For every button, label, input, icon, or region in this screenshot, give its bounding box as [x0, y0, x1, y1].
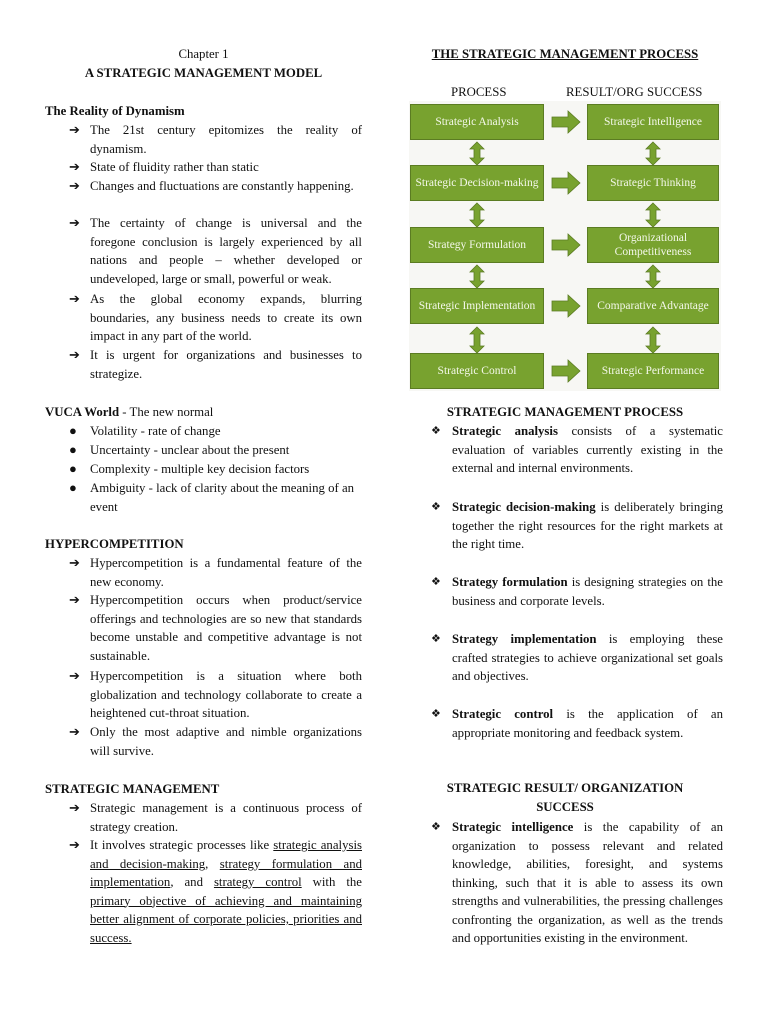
green-arrow-icon — [470, 203, 484, 227]
sm-item — [90, 836, 362, 947]
vuca-heading — [45, 403, 362, 422]
process-column-label: PROCESS — [451, 85, 507, 99]
green-arrow-icon — [470, 265, 484, 288]
hypercompetition-heading: HYPERCOMPETITION — [45, 537, 184, 551]
chapter-label: Chapter 1 — [178, 47, 229, 61]
dynamism-item: The 21st century epitomizes the reality of dynamism. — [90, 123, 362, 156]
smp-text: consists of a systematic evaluation of variables currently existing in the external and internal environments. — [452, 424, 723, 475]
hyper-item: Hypercompetition occurs when product/service offerings and technologies are so new that standards become unstable and competitive advantage is not sustainable. — [90, 593, 362, 663]
right-arrow-icon: ➔ — [69, 347, 80, 362]
diagram-process-box: Strategic Implementation — [410, 288, 544, 324]
sm-text: , — [205, 856, 220, 871]
diagram-process-box: Strategic Analysis — [410, 104, 544, 140]
diagram-result-box: Organizational Competitiveness — [587, 227, 719, 263]
diagram-arrows — [409, 101, 721, 391]
vuca-heading-bold: VUCA World — [45, 405, 120, 419]
dot-icon: ● — [69, 461, 77, 476]
right-arrow-icon: ➔ — [69, 800, 80, 815]
right-arrow-icon: ➔ — [69, 215, 80, 230]
smp-item — [452, 705, 723, 742]
vuca-item: Uncertainty - unclear about the present — [90, 443, 290, 457]
sm-underlined: primary objective of achieving and maintaining better alignment of corporate policies, priorities and success. — [90, 893, 362, 945]
diagram-result-box: Comparative Advantage — [587, 288, 719, 324]
right-arrow-icon: ➔ — [69, 724, 80, 739]
smp-text: is designing strategies on the business and corporate levels. — [452, 575, 723, 608]
dot-icon: ● — [69, 423, 77, 438]
right-arrow-icon: ➔ — [69, 122, 80, 137]
smp-item — [452, 422, 723, 478]
vuca-heading-rest: - The new normal — [119, 405, 214, 419]
diagram-process-box: Strategic Decision-making — [410, 165, 544, 201]
hyper-item: Only the most adaptive and nimble organizations will survive. — [90, 725, 362, 758]
hyper-item: Hypercompetition is a situation where both globalization and technology collaborate to create a heightened cut-throat situation. — [90, 669, 362, 720]
smp-text: is the application of an appropriate monitoring and feedback system. — [452, 707, 724, 740]
dot-icon: ● — [69, 480, 77, 495]
smp-term: Strategic control — [452, 707, 554, 721]
sm-text: It involves strategic processes like — [90, 838, 274, 852]
dynamism-item: Changes and fluctuations are constantly happening. — [90, 179, 354, 193]
diamond-icon: ❖ — [431, 425, 441, 437]
dynamism-item: State of fluidity rather than static — [90, 160, 259, 174]
sm-underlined: strategic analysis and decision-making — [90, 838, 362, 871]
dot-icon: ● — [69, 442, 77, 457]
sm-text: with the — [301, 875, 362, 889]
green-arrow-icon — [552, 360, 580, 382]
result-item — [452, 818, 723, 948]
result-heading-line2: SUCCESS — [536, 800, 594, 814]
diagram-result-box: Strategic Thinking — [587, 165, 719, 201]
strategic-management-heading: STRATEGIC MANAGEMENT — [45, 782, 220, 796]
result-heading-line1: STRATEGIC RESULT/ ORGANIZATION — [446, 781, 684, 795]
green-arrow-icon — [646, 203, 660, 227]
diamond-icon: ❖ — [431, 576, 441, 588]
green-arrow-icon — [646, 327, 660, 353]
smp-term: Strategy implementation — [452, 632, 597, 646]
sm-item: Strategic management is a continuous process of strategy creation. — [90, 801, 362, 834]
page-title: A STRATEGIC MANAGEMENT MODEL — [84, 66, 323, 80]
dynamism-item: It is urgent for organizations and businesses to strategize. — [90, 348, 362, 381]
green-arrow-icon — [552, 295, 580, 317]
smp-item — [452, 498, 723, 554]
smp-term: Strategy formulation — [452, 575, 568, 589]
smp-text: is employing these crafted strategies to achieve organizational set goals and objectives. — [452, 632, 723, 683]
smp-term: Strategic analysis — [452, 424, 558, 438]
right-arrow-icon: ➔ — [69, 668, 80, 683]
diamond-icon: ❖ — [431, 708, 441, 720]
green-arrow-icon — [470, 142, 484, 165]
vuca-item: Volatility - rate of change — [90, 424, 221, 438]
right-arrow-icon: ➔ — [69, 291, 80, 306]
vuca-item: Ambiguity - lack of clarity about the meaning of an event — [90, 481, 355, 514]
green-arrow-icon — [470, 327, 484, 353]
right-arrow-icon: ➔ — [69, 555, 80, 570]
smp-text: is deliberately bringing together the right resources for the right markets at the right time. — [452, 500, 723, 551]
smp-item — [452, 630, 723, 686]
diagram-process-box: Strategic Control — [410, 353, 544, 389]
right-arrow-icon: ➔ — [69, 178, 80, 193]
right-arrow-icon: ➔ — [69, 159, 80, 174]
diagram-process-box: Strategy Formulation — [410, 227, 544, 263]
dynamism-item: As the global economy expands, blurring boundaries, any business needs to create its own impact in any part of the world. — [90, 292, 362, 343]
green-arrow-icon — [552, 172, 580, 194]
dynamism-item: The certainty of change is universal and the foregone conclusion is largely experienced by all nations and people – whether developed or undeveloped, large or small, powerful or weak. — [90, 216, 362, 286]
result-column-label: RESULT/ORG SUCCESS — [566, 85, 703, 99]
vuca-item: Complexity - multiple key decision factors — [90, 462, 310, 476]
diamond-icon: ❖ — [431, 821, 441, 833]
green-arrow-icon — [552, 111, 580, 133]
right-arrow-icon: ➔ — [69, 837, 80, 852]
smp-heading: STRATEGIC MANAGEMENT PROCESS — [446, 405, 684, 419]
smp-term: Strategic decision-making — [452, 500, 596, 514]
sm-underlined: strategy formulation and implementation — [90, 856, 362, 889]
right-arrow-icon: ➔ — [69, 592, 80, 607]
diamond-icon: ❖ — [431, 633, 441, 645]
sm-underlined: strategy control — [213, 875, 302, 889]
dynamism-heading: The Reality of Dynamism — [45, 104, 185, 118]
diamond-icon: ❖ — [431, 501, 441, 513]
green-arrow-icon — [646, 142, 660, 165]
result-text: is the capability of an organization to possess relevant and related knowledge, abilities, foresight, and systems thinking, such that it is able to assess its own strengths and vulnerabilities, the pressing challenges confronting the organization, as well as the trends and opportunities existing in the environment. — [452, 820, 723, 945]
green-arrow-icon — [646, 265, 660, 288]
result-term: Strategic intelligence — [452, 820, 574, 834]
green-arrow-icon — [552, 234, 580, 256]
hyper-item: Hypercompetition is a fundamental feature of the new economy. — [90, 556, 362, 589]
process-title: THE STRATEGIC MANAGEMENT PROCESS — [431, 47, 699, 61]
process-diagram — [409, 101, 721, 391]
smp-item — [452, 573, 723, 610]
diagram-result-box: Strategic Performance — [587, 353, 719, 389]
sm-text: , and — [170, 875, 214, 889]
diagram-result-box: Strategic Intelligence — [587, 104, 719, 140]
